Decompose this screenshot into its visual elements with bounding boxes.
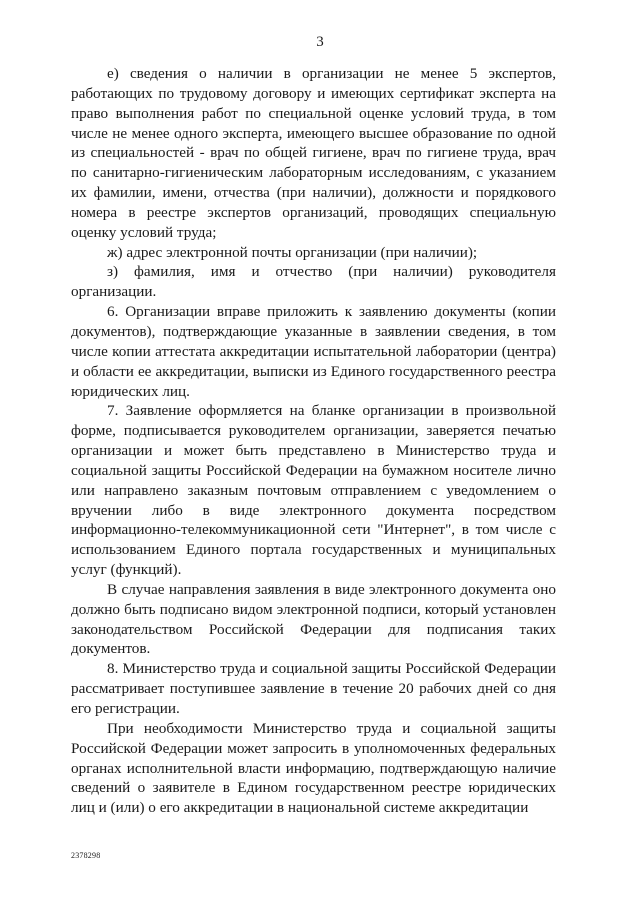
- paragraph-item-z: з) фамилия, имя и отчество (при наличии) руководителя организации.: [71, 263, 556, 301]
- paragraph-electronic-submission: В случае направления заявления в виде электронного документа оно должно быть подписано видом электронной подписи, который установлен законодательством Российской Федерации для подписания таких документов.: [71, 580, 556, 658]
- document-body: [71, 64, 556, 818]
- paragraph-clause-6: 6. Организации вправе приложить к заявлению документы (копии документов), подтверждающие указанные в заявлении сведения, в том числе копии аттестата аккредитации испытательной лаборатории (центра) и области ее аккредитации, выписки из Единого государственного реестра юридических лиц.: [71, 303, 556, 400]
- document-id-footer: 2378298: [71, 851, 101, 860]
- paragraph-clause-8: 8. Министерство труда и социальной защиты Российской Федерации рассматривает поступившее заявление в течение 20 рабочих дней со дня его регистрации.: [71, 660, 556, 717]
- paragraph-clause-7: 7. Заявление оформляется на бланке организации в произвольной форме, подписывается руководителем организации, заверяется печатью организации и может быть представлено в Министерство труда и социальной защиты Российской Федерации на бумажном носителе лично или направлено заказным почтовым отправлением с уведомлением о вручении либо в виде электронного документа посредством информационно-телекоммуникационной сети "Интернет", в том числе с использованием Единого портала государственных и муниципальных услуг (функций).: [71, 402, 556, 579]
- paragraph-item-zh: ж) адрес электронной почты организации (при наличии);: [107, 243, 478, 261]
- page-number: 3: [316, 34, 324, 50]
- paragraph-item-e: е) сведения о наличии в организации не менее 5 экспертов, работающих по трудовому договору и имеющих сертификат эксперта на право выполнения работ по специальной оценке условий труда, в том числе не менее одного эксперта, имеющего высшее образование по одной из специальностей - врач по общей гигиене, врач по гигиене труда, врач по санитарно-гигиеническим лабораторным исследованиям, с указанием их фамилии, имени, отчества (при наличии), должности и порядкового номера в реестре экспертов организаций, проводящих специальную оценку условий труда;: [71, 65, 556, 241]
- paragraph-information-request: При необходимости Министерство труда и социальной защиты Российской Федерации может запросить в уполномоченных федеральных органах исполнительной власти информацию, подтверждающую наличие сведений о заявителе в Едином государственном реестре юридических лиц и (или) о его аккредитации в национальной системе аккредитации: [71, 719, 556, 817]
